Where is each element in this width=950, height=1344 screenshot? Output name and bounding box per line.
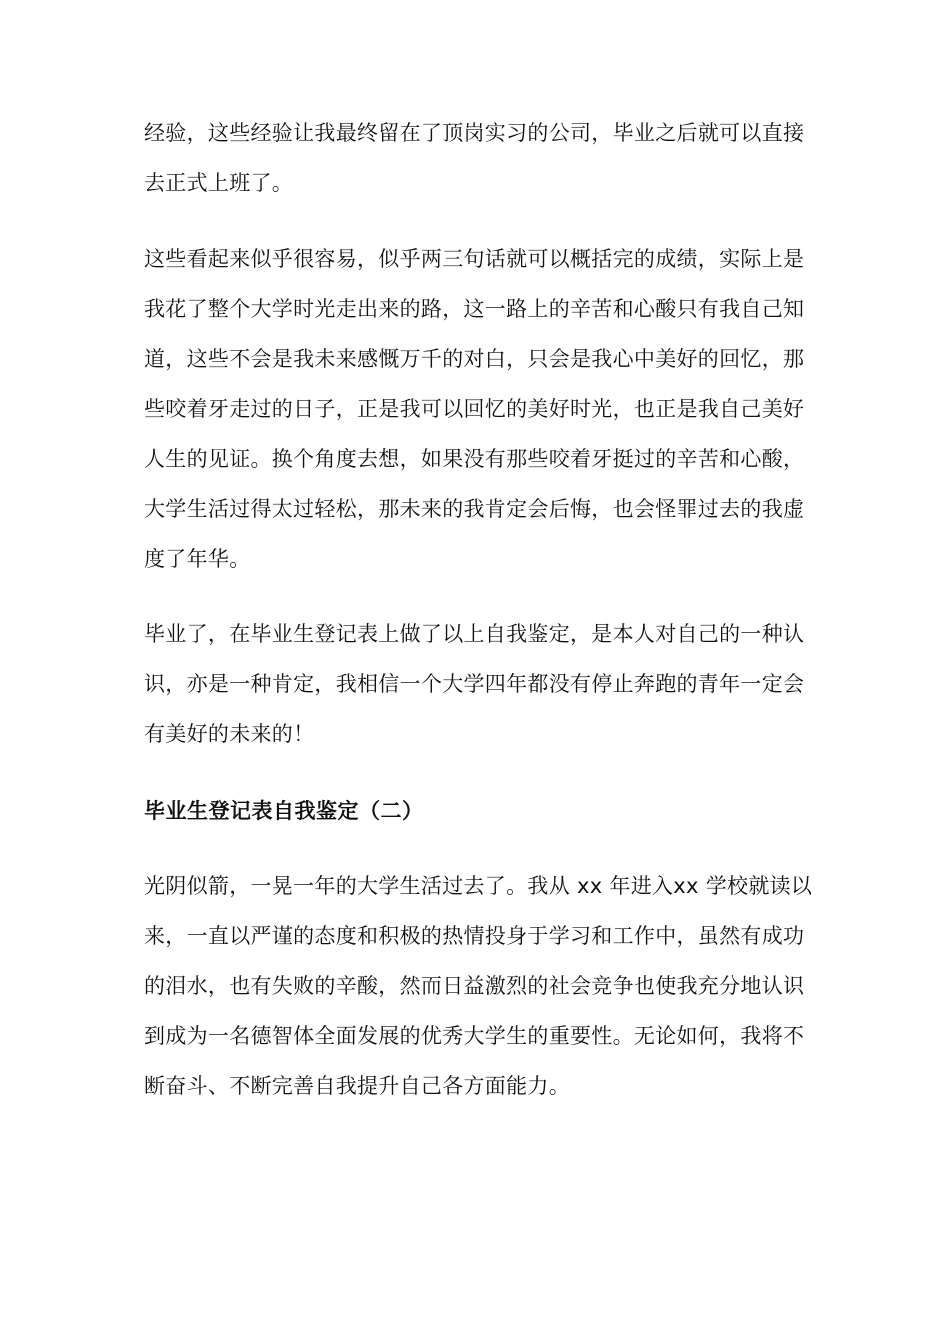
text-line: 道，这些不会是我未来感慨万千的对白，只会是我心中美好的回忆，那	[144, 347, 805, 371]
text-line: 断奋斗、不断完善自我提升自己各方面能力。	[144, 1074, 570, 1098]
text-line: 人生的见证。换个角度去想，如果没有那些咬着牙挺过的辛苦和心酸，	[144, 447, 805, 471]
text-line: 去正式上班了。	[144, 171, 294, 195]
section-heading: 毕业生登记表自我鉴定（二）	[144, 799, 424, 823]
text-line: 这些看起来似乎很容易，似乎两三句话就可以概括完的成绩，实际上是	[144, 247, 805, 271]
text-line: 我花了整个大学时光走出来的路，这一路上的辛苦和心酸只有我自己知	[144, 297, 805, 321]
text-line: 毕业了，在毕业生登记表上做了以上自我鉴定，是本人对自己的一种认	[144, 622, 805, 646]
text-line: 有美好的未来的！	[144, 722, 315, 746]
text-line: 经验，这些经验让我最终留在了顶岗实习的公司，毕业之后就可以直接	[144, 121, 805, 145]
text-line: 的泪水，也有失败的辛酸，然而日益激烈的社会竞争也使我充分地认识	[144, 974, 805, 998]
text-line: 来，一直以严谨的态度和积极的热情投身于学习和工作中，虽然有成功	[144, 924, 805, 948]
text-line: 光阴似箭，一晃一年的大学生活过去了。我从 xx 年进入xx 学校就读以	[144, 874, 813, 898]
text-line: 识，亦是一种肯定，我相信一个大学四年都没有停止奔跑的青年一定会	[144, 672, 805, 696]
text-line: 大学生活过得太过轻松，那未来的我肯定会后悔，也会怪罪过去的我虚	[144, 497, 805, 521]
text-line: 度了年华。	[144, 547, 251, 571]
text-line: 些咬着牙走过的日子，正是我可以回忆的美好时光，也正是我自己美好	[144, 397, 805, 421]
text-line: 到成为一名德智体全面发展的优秀大学生的重要性。无论如何，我将不	[144, 1024, 805, 1048]
